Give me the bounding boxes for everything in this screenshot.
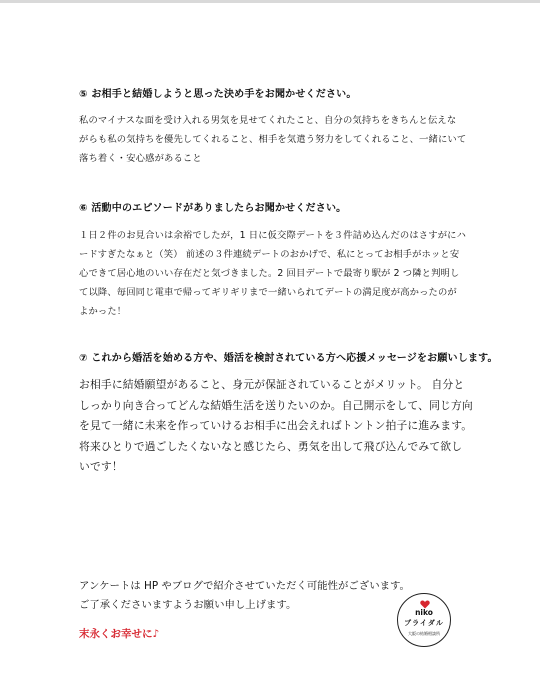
- answer-5-text: [79, 111, 477, 168]
- question-7-heading: ⑦ これから婚活を始める方や、婚活を検討されている方へ応援メッセージをお願いします。: [79, 353, 498, 364]
- closing-note-line-1: アンケートは HP やブログで紹介させていただく可能性がございます。: [79, 580, 410, 592]
- closing-note-line-2: ご了承くださいますようお願い申し上げます。: [79, 599, 297, 611]
- answer-6-line: て以降、毎回同じ電車で帰ってギリギリまで一緒いられてデートの満足度が高かったのが: [79, 287, 457, 298]
- answer-6-line: 心できて居心地のいい存在だと気づきました。2 回目デートで最寄り駅が 2 つ隣と判明し: [79, 268, 460, 279]
- answer-7-text: [79, 375, 479, 478]
- answer-7-line: お相手に結婚願望があること、身元が保証されていることがメリット。 自分と: [79, 378, 465, 391]
- answer-5-line: 落ち着く・安心感があること: [79, 153, 202, 164]
- answer-5-line: 私のマイナスな面を受け入れる男気を見せてくれたこと、自分の気持ちをきちんと伝えな: [79, 115, 457, 126]
- answer-6-text: [79, 226, 477, 321]
- answer-7-line: を見て一緒に未来を作っていけるお相手に出会えればトントン拍子に進みます。: [79, 419, 473, 432]
- answer-6-line: １日２件のお見合いは余裕でしたが，1 日に仮交際デートを３件詰め込んだのはさすがにハ: [79, 230, 467, 241]
- answer-6-line: ードすぎたなぁと（笑） 前述の３件連続デートのおかげで、私にとってお相手がホッと安: [79, 249, 460, 260]
- answer-5-line: がらも私の気持ちを優先してくれること、相手を気遣う努力をしてくれること、一緒にいて: [79, 134, 467, 145]
- logo-subtitle: ブライダル: [404, 619, 444, 627]
- logo-tagline: 大阪の結婚相談所: [408, 631, 440, 636]
- answer-7-line: いです！: [79, 460, 123, 473]
- signoff-message: 末永くお幸せに♪: [79, 628, 160, 640]
- question-6-heading: ⑥ 活動中のエピソードがありましたらお聞かせください。: [79, 203, 347, 214]
- answer-7-line: 将来ひとりで過ごしたくないなと感じたら、勇気を出して飛び込んでみて欲し: [79, 439, 463, 453]
- answer-7-line: しっかり向き合ってどんな結婚生活を送りたいのか。自己開示をして、同じ方向: [79, 398, 473, 412]
- answer-6-line: よかった！: [79, 306, 127, 317]
- top-divider: [0, 0, 540, 3]
- question-5-heading: ⑤ お相手と結婚しようと思った決め手をお聞かせください。: [79, 89, 357, 100]
- logo-name: niko: [415, 608, 433, 617]
- niko-bridal-logo: [397, 593, 451, 647]
